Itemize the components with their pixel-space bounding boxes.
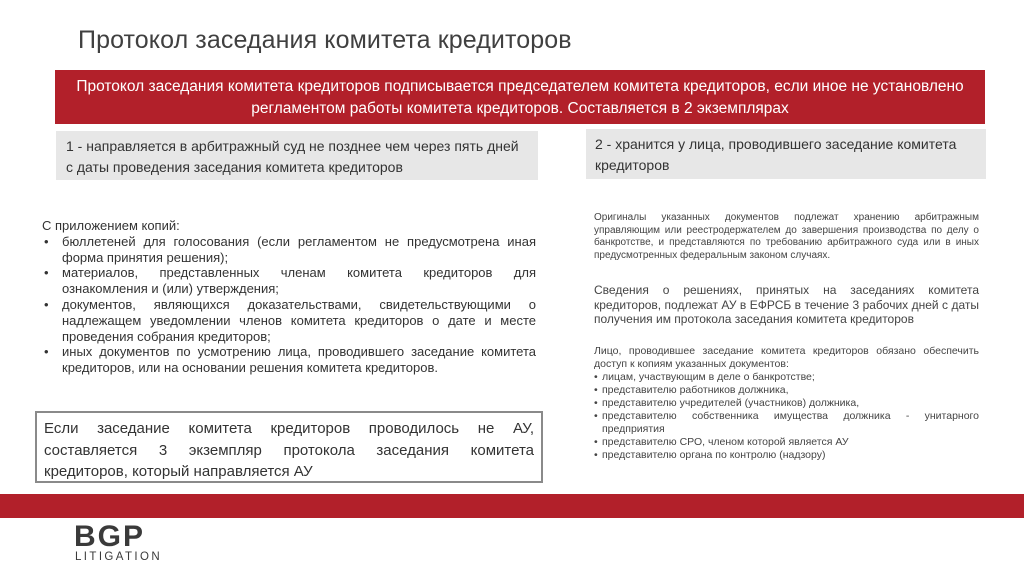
list-item <box>594 371 979 384</box>
logo-wordmark: BGP <box>74 520 146 553</box>
slide-title: Протокол заседания комитета кредиторов <box>78 26 572 54</box>
bullet-icon: • <box>594 384 598 396</box>
list-item <box>42 297 536 344</box>
list-item <box>42 344 536 376</box>
list-item-text: представителю органа по контролю (надзору) <box>602 449 826 461</box>
list-item-text: иных документов по усмотрению лица, проводившего заседание комитета кредиторов, или на основании решения комитета кредиторов. <box>62 344 536 376</box>
bgp-logo <box>74 520 174 568</box>
banner: Протокол заседания комитета кредиторов подписывается председателем комитета кредиторов, если иное не установлено регламентом работы комитета кредиторов. Составляется в 2 экземплярах <box>55 70 985 124</box>
bullet-icon: • <box>44 344 49 360</box>
list-item <box>594 384 979 397</box>
bullet-icon: • <box>594 371 598 383</box>
bullet-icon: • <box>594 397 598 409</box>
copy-1-box: 1 - направляется в арбитражный суд не позднее чем через пять дней с даты проведения заседания комитета кредиторов <box>56 131 538 180</box>
list-item-text: представителю учредителей (участников) должника, <box>602 397 860 409</box>
list-item <box>594 436 979 449</box>
list-item-text: представителю СРО, членом которой является АУ <box>602 436 849 448</box>
list-item-text: бюллетеней для голосования (если регламентом не предусмотрена иная форма принятия решения); <box>62 233 536 265</box>
list-item-text: представителю собственника имущества должника - унитарного предприятия <box>602 410 979 435</box>
bullet-icon: • <box>44 265 49 281</box>
bullet-icon: • <box>44 296 49 312</box>
copy-2-box: 2 - хранится у лица, проводившего заседание комитета кредиторов <box>586 129 986 179</box>
list-item <box>42 234 536 266</box>
logo-subtitle: LITIGATION <box>75 551 163 563</box>
access-list <box>594 345 979 462</box>
list-item <box>594 449 979 462</box>
efrsb-paragraph: Сведения о решениях, принятых на заседаниях комитета кредиторов, подлежат АУ в ЕФРСБ в течение 3 рабочих дней с даты получения им протокола заседания комитета кредиторов <box>594 283 979 326</box>
list-item <box>42 265 536 297</box>
bullet-icon: • <box>44 233 49 249</box>
list-item <box>594 397 979 410</box>
list-item <box>594 410 979 436</box>
storage-paragraph: Оригиналы указанных документов подлежат хранению арбитражным управляющим или реестродержателем до завершения производства по делу о банкротстве, и представляются по требованию арбитражного суда или в иных предусмотренных федеральным законом случаях. <box>594 212 979 261</box>
attachments-intro: С приложением копий: <box>42 218 180 233</box>
list-item-text: лицам, участвующим в деле о банкротстве; <box>602 371 815 383</box>
access-intro: Лицо, проводившее заседание комитета кредиторов обязано обеспечить доступ к копиям указанных документов: <box>594 345 979 370</box>
list-item-text: представителю работников должника, <box>602 384 789 396</box>
bullet-icon: • <box>594 449 598 461</box>
list-item-text: материалов, представленных членам комитета кредиторов для ознакомления и (или) утверждения; <box>62 265 536 297</box>
bullet-icon: • <box>594 410 598 422</box>
bullet-icon: • <box>594 436 598 448</box>
third-copy-note: Если заседание комитета кредиторов проводилось не АУ, составляется 3 экземпляр протокола заседания комитета кредиторов, который направляется АУ <box>35 411 543 483</box>
attachments-list <box>42 218 536 376</box>
footer-red-bar <box>0 494 1024 518</box>
list-item-text: документов, являющихся доказательствами, свидетельствующими о надлежащем уведомлении членов комитета кредиторов о дате и месте проведения собрания кредиторов; <box>62 296 536 344</box>
